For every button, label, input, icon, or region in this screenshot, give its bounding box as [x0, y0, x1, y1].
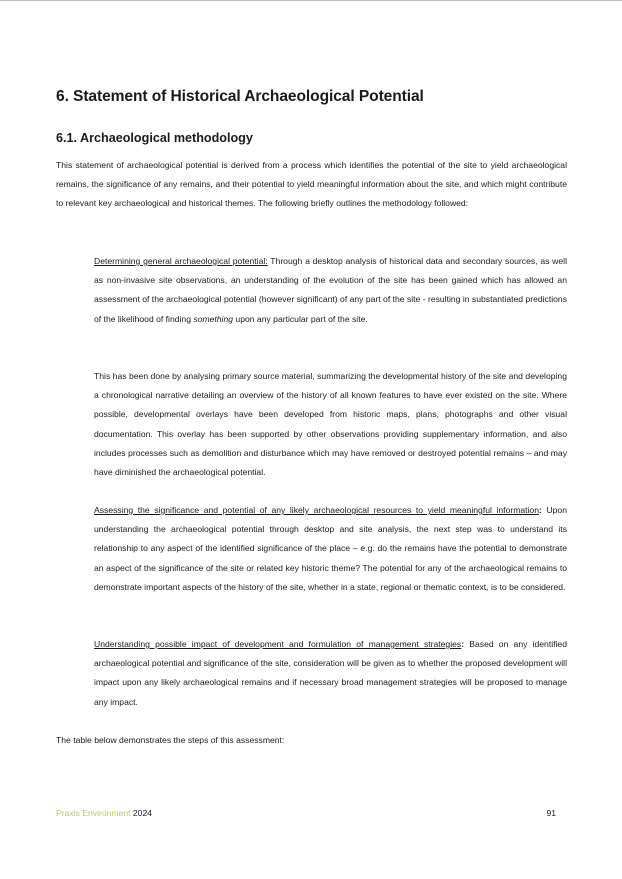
step-title: Understanding possible impact of development and formulation of management strategies: [94, 639, 462, 649]
page-footer: [56, 808, 556, 818]
closing-paragraph: The table below demonstrates the steps of this assessment:: [56, 735, 285, 745]
step-significance: [94, 501, 567, 597]
subsection-heading: 6.1. Archaeological methodology: [56, 131, 253, 145]
method-paragraph: This has been done by analysing primary source material, summarizing the developmental history of the site and developing a chronological narrative detailing an overview of the history of all known features to have ever existed on the site. Where possible, developmental overlays have been developed from historic maps, plans, photographs and other visual documentation. This overlay has been supported by other observations providing supplementary information, and also includes processes such as demolition and disturbance which may have removed or destroyed potential remains – and may have diminished the archaeological potential.: [94, 371, 567, 478]
step-text: Based on any identified archaeological potential and significance of the site, consideration will be given as to whether the proposed development will impact upon any likely archaeological remains and if necessary broad management strategies will be proposed to manage any impact.: [94, 639, 567, 707]
step-impact: [94, 635, 567, 712]
step-title: Determining general archaeological potential:: [94, 256, 268, 266]
top-rule: [0, 0, 622, 1]
step-text: Through a desktop analysis of historical data and secondary sources, as well as non-invasive site observations, an understanding of the evolution of the site has been gained which has allowed an assessment of the archaeological potential (however significant) of any part of the site - resulting in substantiated predictions of the likelihood of finding: [94, 256, 567, 324]
section-heading: 6. Statement of Historical Archaeological Potential: [56, 88, 424, 105]
footer-brand: Praxis Environment: [56, 808, 131, 818]
title-colon: :: [461, 639, 465, 649]
intro-paragraph: This statement of archaeological potential is derived from a process which identifies the potential of the site to yield archaeological remains, the significance of any remains, and their potential to yield meaningful information about the site, and which might contribute to relevant key archaeological and historical themes. The following briefly outlines the methodology followed:: [56, 160, 567, 209]
step-general-potential: [94, 252, 567, 329]
step-text-end: upon any particular part of the site.: [233, 313, 368, 324]
step-title: Assessing the significance and potential of any likely archaeological resources to yield meaningful information: [94, 505, 539, 515]
emphasis-text: something: [193, 313, 234, 324]
title-colon: :: [539, 505, 542, 515]
page-number: 91: [546, 808, 556, 818]
footer-year: 2024: [130, 808, 153, 818]
step-text: Upon understanding the archaeological potential through desktop and site analysis, the next step was to understand its relationship to any aspect of the identified significance of the place – e.g. do the remains have the potential to demonstrate an aspect of the significance of the site or related key historic theme? The potential for any of the archaeological remains to demonstrate important aspects of the history of the site, whether in a state, regional or thematic context, is to be considered.: [94, 505, 567, 592]
